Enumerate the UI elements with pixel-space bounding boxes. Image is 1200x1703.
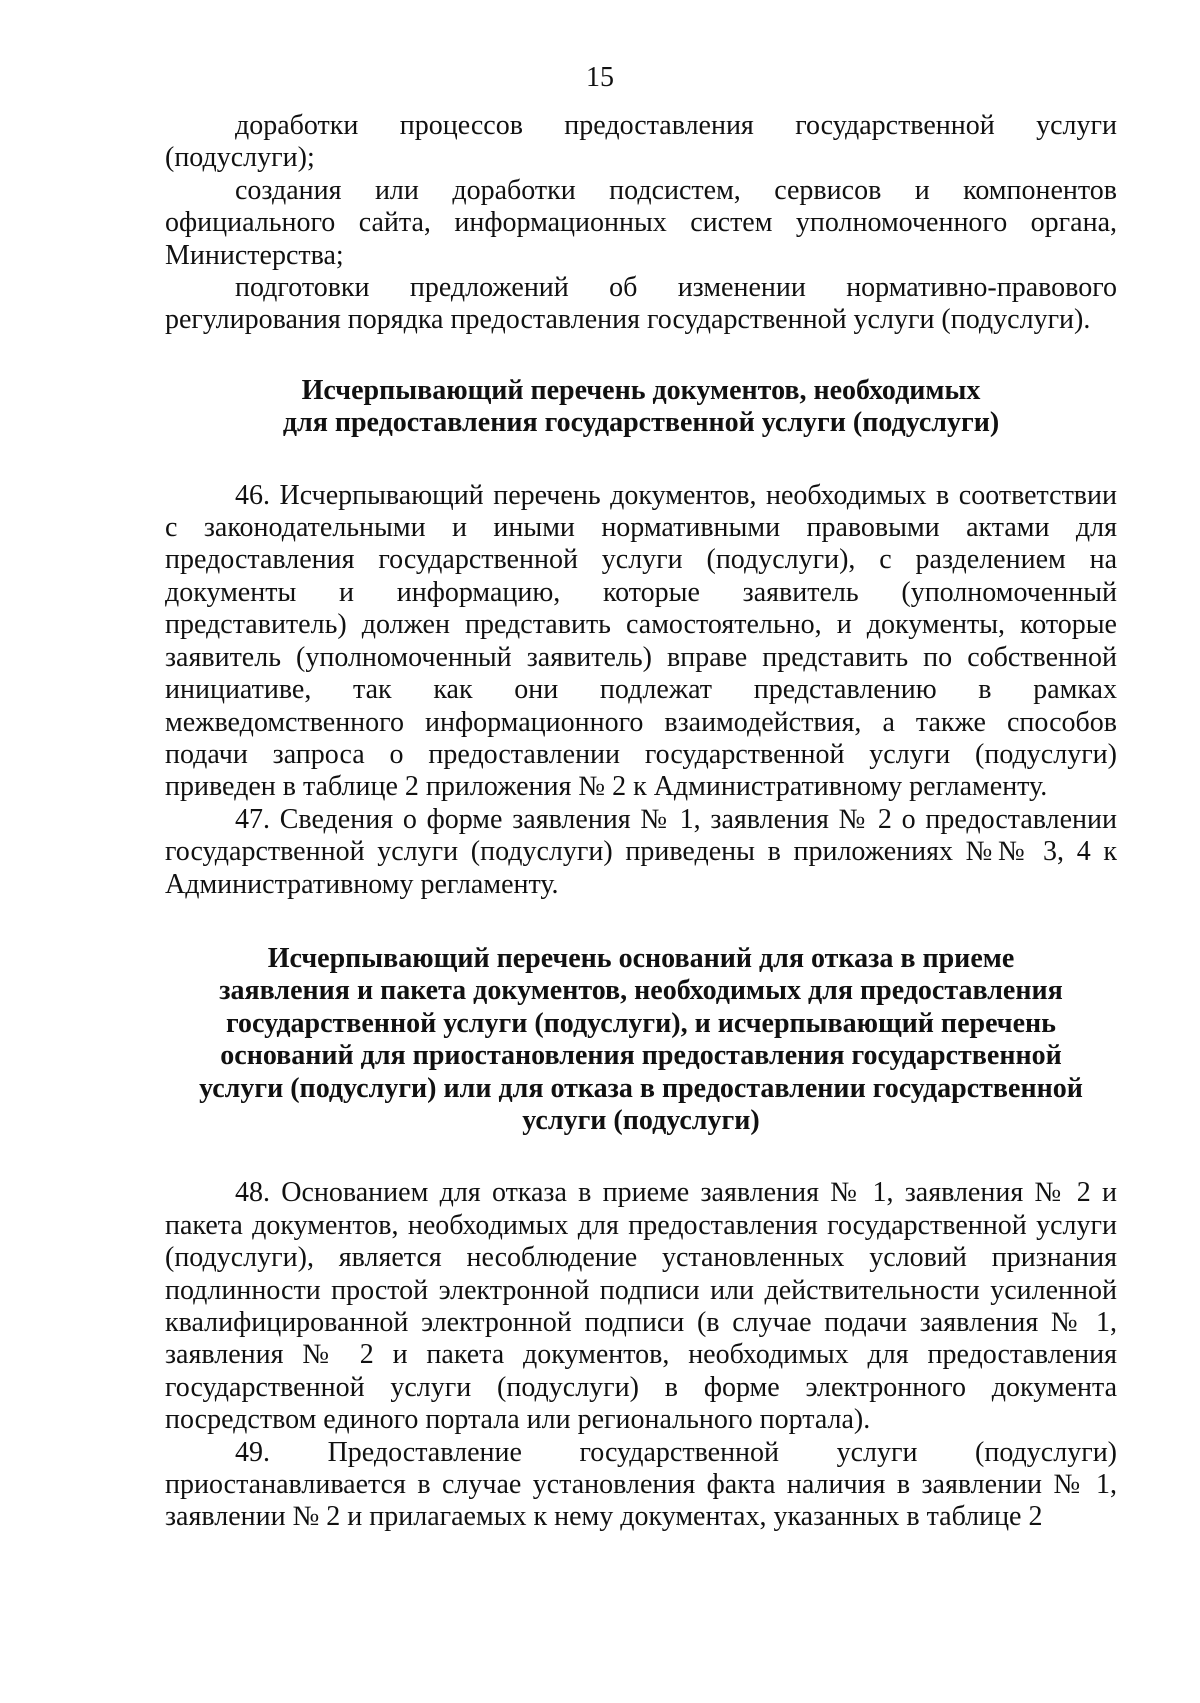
intro-item: доработки процессов предоставления государственной услуги (подуслуги); [165, 110, 1117, 174]
paragraph-46: 46. Исчерпывающий перечень документов, необходимых в соответствии с законодательными и иными нормативными правовыми актами для предоставления государственной услуги (подуслуги), с разделением на документы и информацию, которые заявитель (уполномоченный представитель) должен представить самостоятельно, и документы, которые заявитель (уполномоченный заявитель) вправе представить по собственной инициативе, так как они подлежат представлению в рамках межведомственного информационного взаимодействия, а также способов подачи запроса о предоставлении государственной услуги (подуслуги) приведен в таблице 2 приложения № 2 к Административному регламенту. [165, 479, 1117, 803]
heading-line: услуги (подуслуги) или для отказа в предоставлении государственной [199, 1072, 1083, 1104]
section-heading-refusal-grounds [165, 943, 1117, 1137]
intro-item: подготовки предложений об изменении нормативно-правового регулирования порядка предоставления государственной услуги (подуслуги). [165, 272, 1117, 336]
paragraph-49: 49. Предоставление государственной услуги (подуслуги) приостанавливается в случае установления факта наличия в заявлении № 1, заявлении № 2 и прилагаемых к нему документах, указанных в таблице 2 [165, 1436, 1117, 1533]
paragraph-48: 48. Основанием для отказа в приеме заявления № 1, заявления № 2 и пакета документов, необходимых для предоставления государственной услуги (подуслуги), является несоблюдение установленных условий признания подлинности простой электронной подписи или действительности усиленной квалифицированной электронной подписи (в случае подачи заявления № 1, заявления № 2 и пакета документов, необходимых для предоставления государственной услуги (подуслуги) в форме электронного документа посредством единого портала или регионального портала). [165, 1177, 1117, 1436]
heading-line: заявления и пакета документов, необходимых для предоставления [219, 975, 1063, 1007]
heading-line: Исчерпывающий перечень оснований для отказа в приеме [267, 942, 1015, 974]
intro-item: создания или доработки подсистем, сервисов и компонентов официального сайта, информационных систем уполномоченного органа, Министерства; [165, 174, 1117, 271]
section-heading-documents [165, 375, 1117, 440]
paragraph-47: 47. Сведения о форме заявления № 1, заявления № 2 о предоставлении государственной услуги (подуслуги) приведены в приложениях №№ 3, 4 к Административному регламенту. [165, 803, 1117, 900]
heading-line: государственной услуги (подуслуги), и исчерпывающий перечень [226, 1007, 1056, 1039]
page-number: 15 [586, 62, 614, 93]
heading-line: для предоставления государственной услуги (подуслуги) [282, 407, 1000, 439]
heading-line: услуги (подуслуги) [522, 1104, 760, 1136]
heading-line: оснований для приостановления предоставления государственной [220, 1040, 1062, 1072]
document-body [165, 110, 1117, 1534]
heading-line: Исчерпывающий перечень документов, необходимых [301, 374, 981, 406]
